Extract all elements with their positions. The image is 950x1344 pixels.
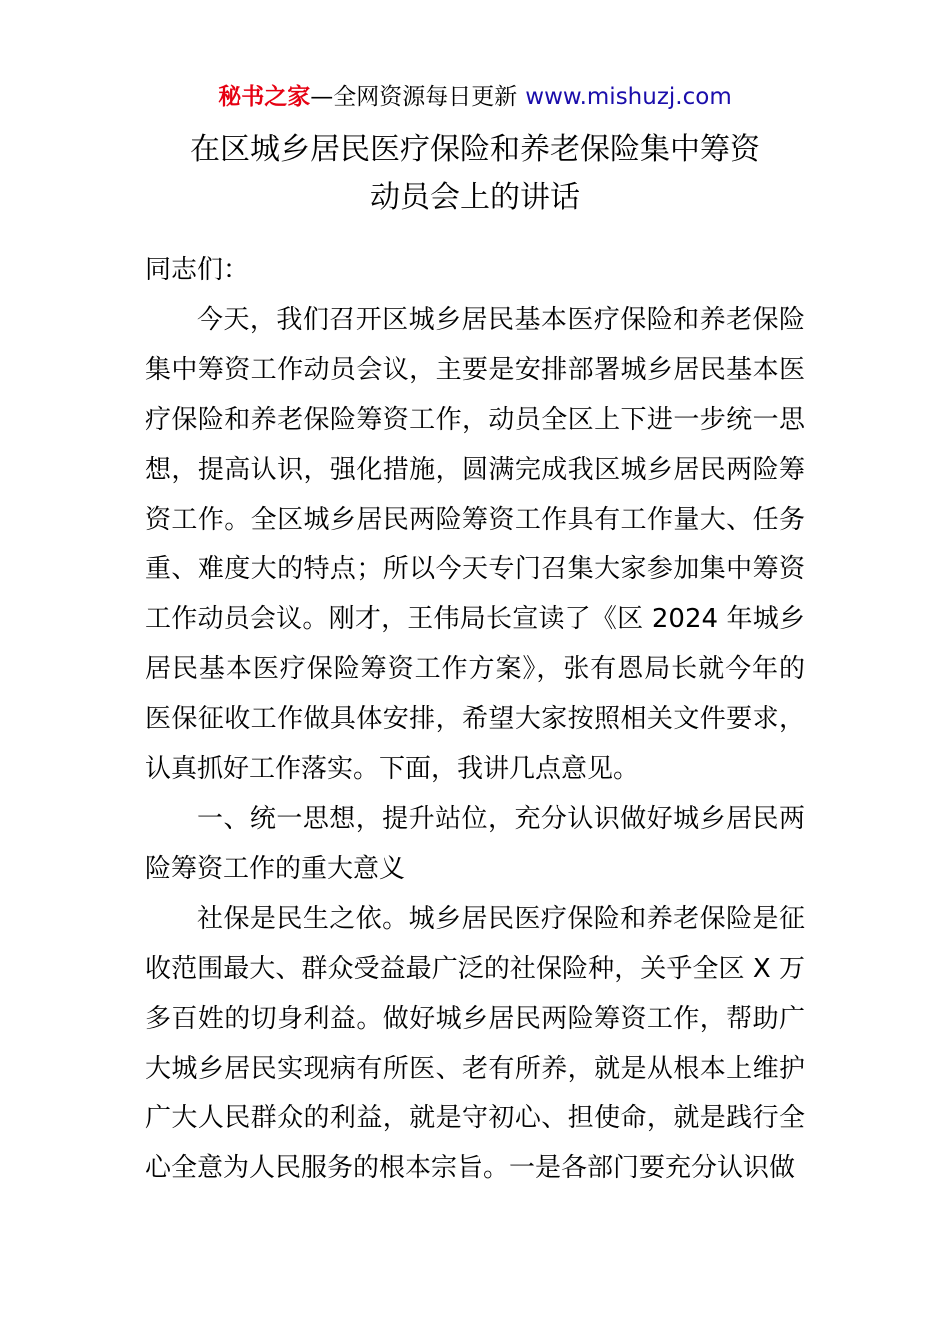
site-tagline: —全网资源每日更新: [310, 84, 518, 110]
paragraph-section-1: 社保是民生之依。城乡居民医疗保险和养老保险是征收范围最大、群众受益最广泛的社保险种，关乎全区 X 万多百姓的切身利益。做好城乡居民两险筹资工作，帮助广大城乡居民实现病有所医、老有所养，就是从根本上维护广大人民群众的利益，就是守初心、担使命，就是践行全心全意为人民服务的根本宗旨。一是各部门要充分认识做: [145, 903, 805, 1184]
section-heading-1: 一、统一思想，提升站位，充分认识做好城乡居民两险筹资工作的重大意义: [145, 803, 805, 884]
document-body: [145, 246, 805, 1194]
salutation: 同志们：: [145, 255, 250, 285]
document-title: [0, 126, 950, 222]
title-line-1: 在区城乡居民医疗保险和养老保险集中筹资: [190, 132, 760, 167]
title-line-2: 动员会上的讲话: [370, 180, 580, 215]
site-brand: 秘书之家: [218, 84, 311, 110]
site-banner: [0, 80, 950, 114]
site-url-link[interactable]: www.mishuzj.com: [525, 84, 732, 110]
paragraph-intro: 今天，我们召开区城乡居民基本医疗保险和养老保险集中筹资工作动员会议，主要是安排部署城乡居民基本医疗保险和养老保险筹资工作，动员全区上下进一步统一思想，提高认识，强化措施，圆满完成我区城乡居民两险筹资工作。全区城乡居民两险筹资工作具有工作量大、任务重、难度大的特点；所以今天专门召集大家参加集中筹资工作动员会议。刚才，王伟局长宣读了《区 2024 年城乡居民基本医疗保险筹资工作方案》，张有恩局长就今年的医保征收工作做具体安排，希望大家按照相关文件要求，认真抓好工作落实。下面，我讲几点意见。: [145, 304, 805, 785]
